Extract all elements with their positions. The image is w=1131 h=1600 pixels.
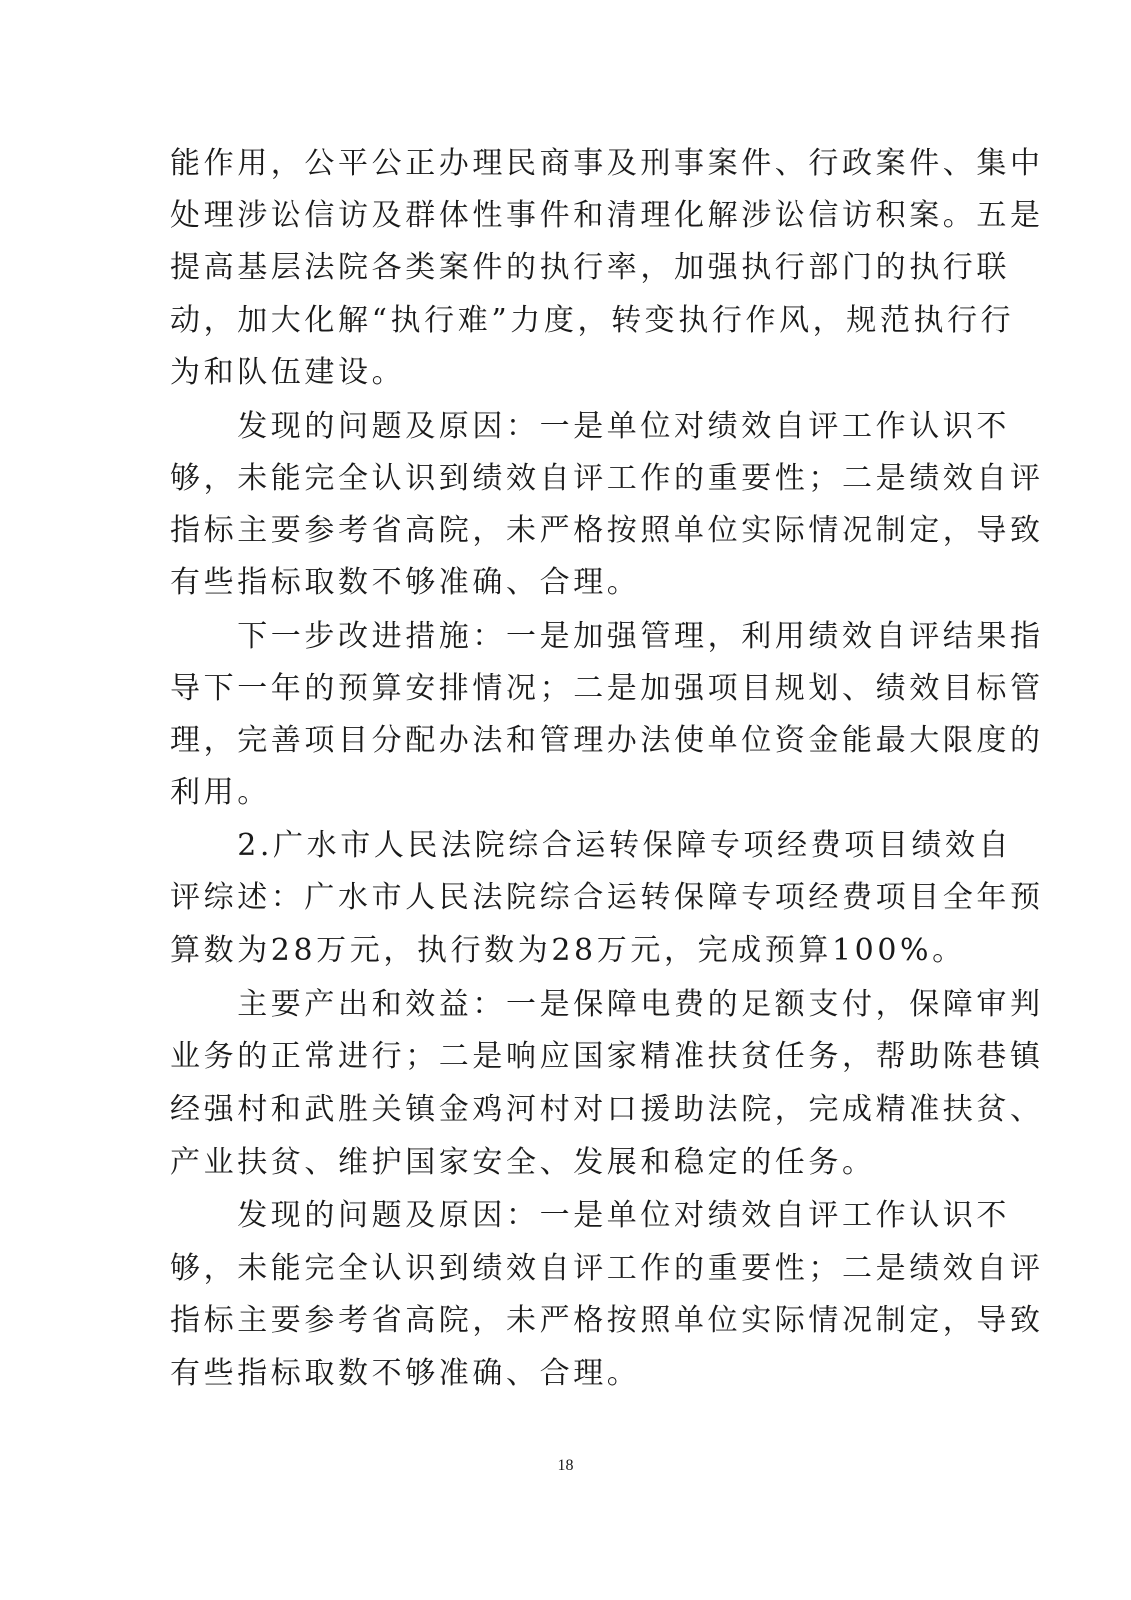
text-line: 为和队伍建设。 — [170, 355, 406, 390]
text-line: 下一步改进措施：一是加强管理，利用绩效自评结果指 — [170, 619, 1044, 654]
text-line: 经强村和武胜关镇金鸡河村对口援助法院，完成精准扶贫、 — [170, 1092, 1044, 1127]
text-line: 利用。 — [170, 775, 271, 810]
text-line: 主要产出和效益：一是保障电费的足额支付，保障审判 — [170, 987, 1044, 1022]
text-line: 算数为28万元，执行数为28万元，完成预算100%。 — [170, 933, 966, 968]
text-line: 2.广水市人民法院综合运转保障专项经费项目绩效自 — [170, 828, 1013, 863]
text-line: 够，未能完全认识到绩效自评工作的重要性；二是绩效自评 — [170, 461, 1044, 496]
text-line: 评综述：广水市人民法院综合运转保障专项经费项目全年预 — [170, 880, 1044, 915]
text-line: 动，加大化解“执行难”力度，转变执行作风，规范执行行 — [170, 303, 1015, 338]
text-line: 有些指标取数不够准确、合理。 — [170, 565, 641, 600]
text-line: 够，未能完全认识到绩效自评工作的重要性；二是绩效自评 — [170, 1251, 1044, 1286]
text-line: 有些指标取数不够准确、合理。 — [170, 1356, 641, 1391]
text-line: 发现的问题及原因：一是单位对绩效自评工作认识不 — [170, 409, 1010, 444]
text-line: 业务的正常进行；二是响应国家精准扶贫任务，帮助陈巷镇 — [170, 1039, 1044, 1074]
text-line: 处理涉讼信访及群体性事件和清理化解涉讼信访积案。五是 — [170, 198, 1044, 233]
text-line: 发现的问题及原因：一是单位对绩效自评工作认识不 — [170, 1198, 1010, 1233]
text-line: 产业扶贫、维护国家安全、发展和稳定的任务。 — [170, 1145, 876, 1180]
text-line: 理，完善项目分配办法和管理办法使单位资金能最大限度的 — [170, 723, 1044, 758]
text-line: 提高基层法院各类案件的执行率，加强执行部门的执行联 — [170, 250, 1010, 285]
text-line: 指标主要参考省高院，未严格按照单位实际情况制定，导致 — [170, 513, 1044, 548]
text-line: 指标主要参考省高院，未严格按照单位实际情况制定，导致 — [170, 1303, 1044, 1338]
text-line: 导下一年的预算安排情况；二是加强项目规划、绩效目标管 — [170, 671, 1044, 706]
page-number: 18 — [557, 1457, 574, 1474]
text-line: 能作用，公平公正办理民商事及刑事案件、行政案件、集中 — [170, 146, 1044, 181]
